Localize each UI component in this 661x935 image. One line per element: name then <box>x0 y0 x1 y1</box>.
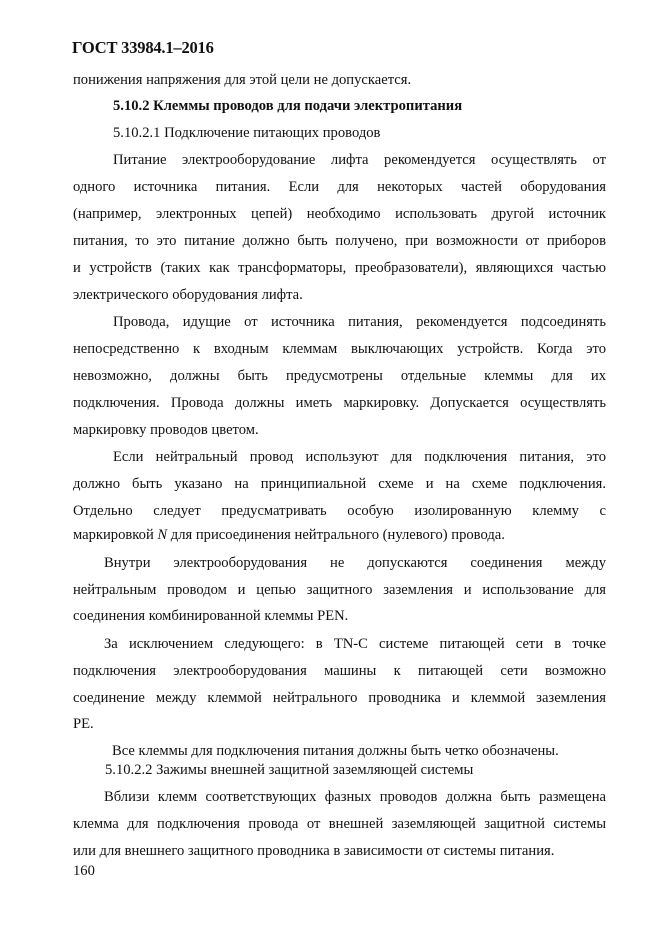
text-fragment: для присоединения нейтрального (нулевого) провода. <box>167 527 505 543</box>
text-line: (например, электронных цепей) необходимо использовать другой источник <box>73 206 606 222</box>
text-line: непосредственно к входным клеммам выключающих устройств. Когда это <box>73 341 606 357</box>
neutral-marking-symbol: N <box>157 527 168 543</box>
text-line: PE. <box>73 716 94 732</box>
text-line: Вблизи клемм соответствующих фазных проводов должна быть размещена <box>104 789 606 805</box>
section-heading: 5.10.2 Клеммы проводов для подачи электропитания <box>113 98 463 114</box>
text-line: нейтральным проводом и цепью защитного заземления и использование для <box>73 582 606 598</box>
document-header: ГОСТ 33984.1–2016 <box>72 38 214 57</box>
text-line: Отдельно следует предусматривать особую изолированную клемму с <box>73 503 606 519</box>
text-line: понижения напряжения для этой цели не допускается. <box>73 72 412 88</box>
text-line: одного источника питания. Если для некоторых частей оборудования <box>73 179 606 195</box>
text-line: клемма для подключения провода от внешней заземляющей защитной системы <box>73 816 606 832</box>
text-line: Провода, идущие от источника питания, рекомендуется подсоединять <box>113 314 606 330</box>
text-line: подключения электрооборудования машины к питающей сети возможно <box>73 663 606 679</box>
text-line: соединение между клеммой нейтрального проводника и клеммой заземления <box>73 690 606 706</box>
text-line: и устройств (таких как трансформаторы, преобразователи), являющихся частью <box>73 260 606 276</box>
text-line: Внутри электрооборудования не допускаются соединения между <box>104 555 606 571</box>
subsection-heading: 5.10.2.2 Зажимы внешней защитной заземляющей системы <box>105 762 474 778</box>
text-line: электрического оборудования лифта. <box>73 287 303 303</box>
text-line: Все клеммы для подключения питания должны быть четко обозначены. <box>112 743 559 759</box>
text-line: За исключением следующего: в TN-C системе питающей сети в точке <box>104 636 606 652</box>
page-number: 160 <box>73 863 95 879</box>
text-line: или для внешнего защитного проводника в зависимости от системы питания. <box>73 843 555 859</box>
text-line: маркировку проводов цветом. <box>73 422 259 438</box>
text-line: невозможно, должны быть предусмотрены отдельные клеммы для их <box>73 368 606 384</box>
text-line: питания, то это питание должно быть получено, при возможности от приборов <box>73 233 606 249</box>
text-line: должно быть указано на принципиальной схеме и на схеме подключения. <box>73 476 606 492</box>
text-fragment: маркировкой <box>73 527 158 543</box>
subsection-heading: 5.10.2.1 Подключение питающих проводов <box>113 125 381 141</box>
text-line: Питание электрооборудование лифта рекомендуется осуществлять от <box>113 152 606 168</box>
text-line: соединения комбинированной клеммы PEN. <box>73 608 349 624</box>
text-line <box>73 525 505 545</box>
text-line: подключения. Провода должны иметь маркировку. Допускается осуществлять <box>73 395 606 411</box>
text-line: Если нейтральный провод используют для подключения питания, это <box>113 449 606 465</box>
